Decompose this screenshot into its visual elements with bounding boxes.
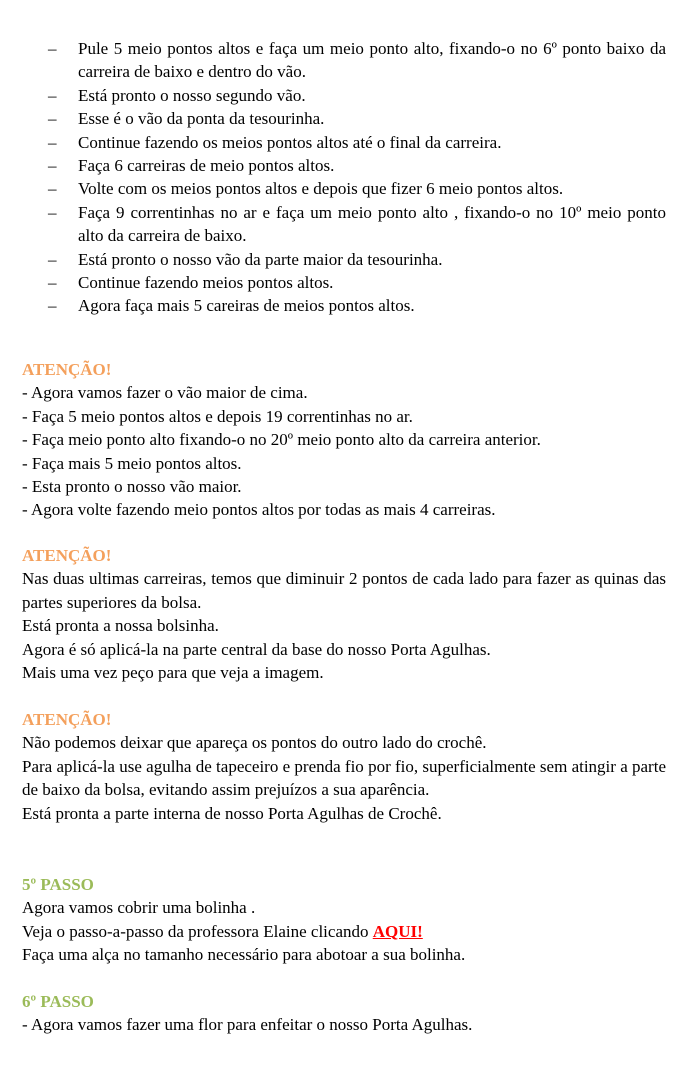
paragraph-line: Mais uma vez peço para que veja a imagem. bbox=[22, 663, 324, 683]
list-item: – Está pronto o nosso segundo vão. bbox=[22, 84, 666, 107]
paragraph-line: - Esta pronto o nosso vão maior. bbox=[22, 477, 242, 497]
list-item: – Agora faça mais 5 careiras de meios pontos altos. bbox=[22, 294, 666, 317]
attention-heading: ATENÇÃO! bbox=[22, 360, 112, 379]
list-item: – Continue fazendo meios pontos altos. bbox=[22, 271, 666, 294]
attention-section-2 bbox=[22, 544, 666, 684]
list-item: – Volte com os meios pontos altos e depois que fizer 6 meio pontos altos. bbox=[22, 177, 666, 200]
attention-heading: ATENÇÃO! bbox=[22, 710, 112, 729]
dash-bullet: – bbox=[48, 179, 57, 199]
list-item: – Faça 9 correntinhas no ar e faça um meio ponto alto , fixando-o no 10º meio ponto alto da carreira de baixo. bbox=[48, 202, 666, 246]
paragraph-line: Para aplicá-la use agulha de tapeceiro e prenda fio por fio, superficialmente sem atingir a parte de baixo da bolsa, evitando assim prejuízos a sua aparência. bbox=[22, 756, 666, 800]
dash-bullet: – bbox=[48, 296, 57, 316]
dash-bullet: – bbox=[48, 85, 57, 105]
paragraph-line: - Faça 5 meio pontos altos e depois 19 correntinhas no ar. bbox=[22, 406, 413, 426]
paragraph-line: Não podemos deixar que apareça os pontos do outro lado do crochê. bbox=[22, 733, 487, 753]
dash-bullet: – bbox=[48, 109, 57, 129]
paragraph-line: Está pronta a nossa bolsinha. bbox=[22, 616, 219, 636]
dash-bullet: – bbox=[48, 202, 57, 222]
dash-bullet: – bbox=[48, 156, 57, 176]
dash-bullet: – bbox=[48, 39, 57, 58]
step-5-heading: 5º PASSO bbox=[22, 875, 94, 894]
paragraph-line bbox=[22, 920, 666, 943]
list-item: – Pule 5 meio pontos altos e faça um meio ponto alto, fixando-o no 6º ponto baixo da carreira de baixo e dentro do vão. bbox=[48, 39, 666, 82]
instruction-list bbox=[22, 37, 666, 318]
attention-heading: ATENÇÃO! bbox=[22, 546, 112, 565]
paragraph-line: Agora vamos cobrir uma bolinha . bbox=[22, 898, 256, 918]
dash-bullet: – bbox=[48, 132, 57, 152]
paragraph-line: - Faça meio ponto alto fixando-o no 20º meio ponto alto da carreira anterior. bbox=[22, 430, 541, 450]
attention-section-3 bbox=[22, 708, 666, 825]
paragraph-line: Está pronta a parte interna de nosso Porta Agulhas de Crochê. bbox=[22, 803, 442, 823]
list-item: – Faça 6 carreiras de meio pontos altos. bbox=[22, 154, 666, 177]
list-item: – Está pronto o nosso vão da parte maior da tesourinha. bbox=[22, 248, 666, 271]
paragraph-line: Nas duas ultimas carreiras, temos que diminuir 2 pontos de cada lado para fazer as quinas das partes superiores da bolsa. bbox=[22, 569, 666, 612]
aqui-link[interactable]: AQUI! bbox=[372, 921, 423, 941]
paragraph-line: - Agora vamos fazer uma flor para enfeitar o nosso Porta Agulhas. bbox=[22, 1015, 473, 1035]
step-6-heading: 6º PASSO bbox=[22, 992, 94, 1011]
link-prefix-text: Veja o passo-a-passo da professora Elaine clicando bbox=[22, 921, 373, 941]
paragraph-line: - Agora vamos fazer o vão maior de cima. bbox=[22, 383, 308, 403]
step-6-section bbox=[22, 990, 666, 1037]
paragraph-line: - Agora volte fazendo meio pontos altos por todas as mais 4 carreiras. bbox=[22, 500, 496, 520]
paragraph-line: - Faça mais 5 meio pontos altos. bbox=[22, 453, 242, 473]
attention-section-1 bbox=[22, 358, 666, 522]
step-5-section bbox=[22, 873, 666, 967]
paragraph-line: Agora é só aplicá-la na parte central da base do nosso Porta Agulhas. bbox=[22, 639, 491, 659]
dash-bullet: – bbox=[48, 249, 57, 269]
dash-bullet: – bbox=[48, 273, 57, 293]
list-item: – Esse é o vão da ponta da tesourinha. bbox=[22, 107, 666, 130]
list-item: – Continue fazendo os meios pontos altos até o final da carreira. bbox=[22, 131, 666, 154]
paragraph-line: Faça uma alça no tamanho necessário para abotoar a sua bolinha. bbox=[22, 945, 466, 965]
